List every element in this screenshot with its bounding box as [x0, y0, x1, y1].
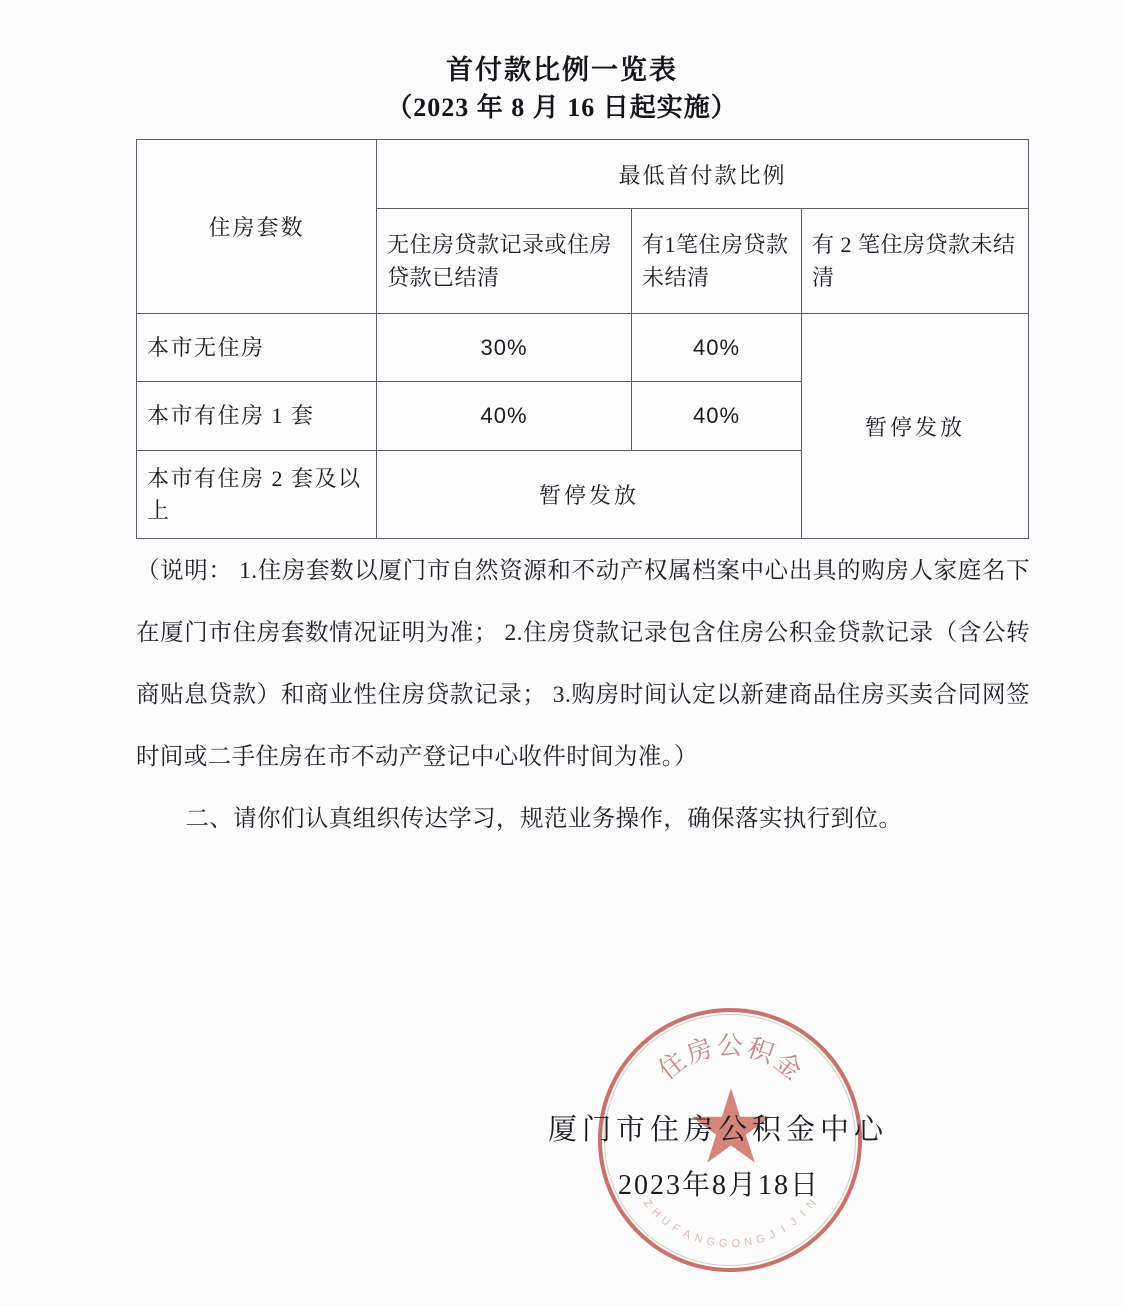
- table-header-row-group: [137, 140, 1029, 209]
- down-payment-ratio-table: [136, 139, 1029, 539]
- cell-one-housing-no-record: 40%: [377, 382, 632, 451]
- header-col-two-loans-unsettled: 有 2 笔住房贷款未结清: [802, 209, 1029, 314]
- seal-pinyin-text: Z H U F A N G G O N G J I J I N: [640, 1196, 820, 1251]
- row-label-two-or-more-housing: 本市有住房 2 套及以上: [137, 451, 377, 539]
- signature-area: [0, 1000, 1124, 1280]
- cell-two-housing-suspended: 暂停发放: [377, 451, 802, 539]
- header-group-title: 最低首付款比例: [377, 140, 1029, 209]
- body-text: [136, 540, 1030, 850]
- signing-organization: 厦门市住房公积金中心: [548, 1114, 889, 1146]
- cell-no-housing-no-record: 30%: [377, 314, 632, 382]
- clause-paragraph: 二、请你们认真组织传达学习，规范业务操作，确保落实执行到位。: [185, 806, 903, 832]
- notes-paragraph: （说明： 1.住房套数以厦门市自然资源和不动产权属档案中心出具的购房人家庭名下在厦门市住房套数情况证明为准； 2.住房贷款记录包含住房公积金贷款记录（含公转商贴息贷款）和商业性住房贷款记录； 3.购房时间认定以新建商品住房买卖合同网签时间或二手住房在市不动产登记中心收件时间为准。）: [136, 558, 1030, 770]
- cell-one-housing-one-loan: 40%: [632, 382, 802, 451]
- header-row-category: 住房套数: [137, 140, 377, 314]
- page-subtitle: （2023 年 8 月 16 日起实施）: [386, 93, 738, 123]
- seal-arc-text: 住 房 公 积 金: [652, 1031, 808, 1086]
- row-label-one-housing: 本市有住房 1 套: [137, 382, 377, 451]
- title-block: [0, 52, 1124, 127]
- signing-date: 2023年8月18日: [618, 1170, 821, 1201]
- cell-no-housing-one-loan: 40%: [632, 314, 802, 382]
- header-col-no-loan-record: 无住房贷款记录或住房贷款已结清: [377, 209, 632, 314]
- header-col-one-loan-unsettled: 有1笔住房贷款未结清: [632, 209, 802, 314]
- page-title: 首付款比例一览表: [446, 55, 678, 85]
- cell-two-loans-suspended: 暂停发放: [802, 314, 1029, 539]
- table-row: [137, 314, 1029, 382]
- row-label-no-housing: 本市无住房: [137, 314, 377, 382]
